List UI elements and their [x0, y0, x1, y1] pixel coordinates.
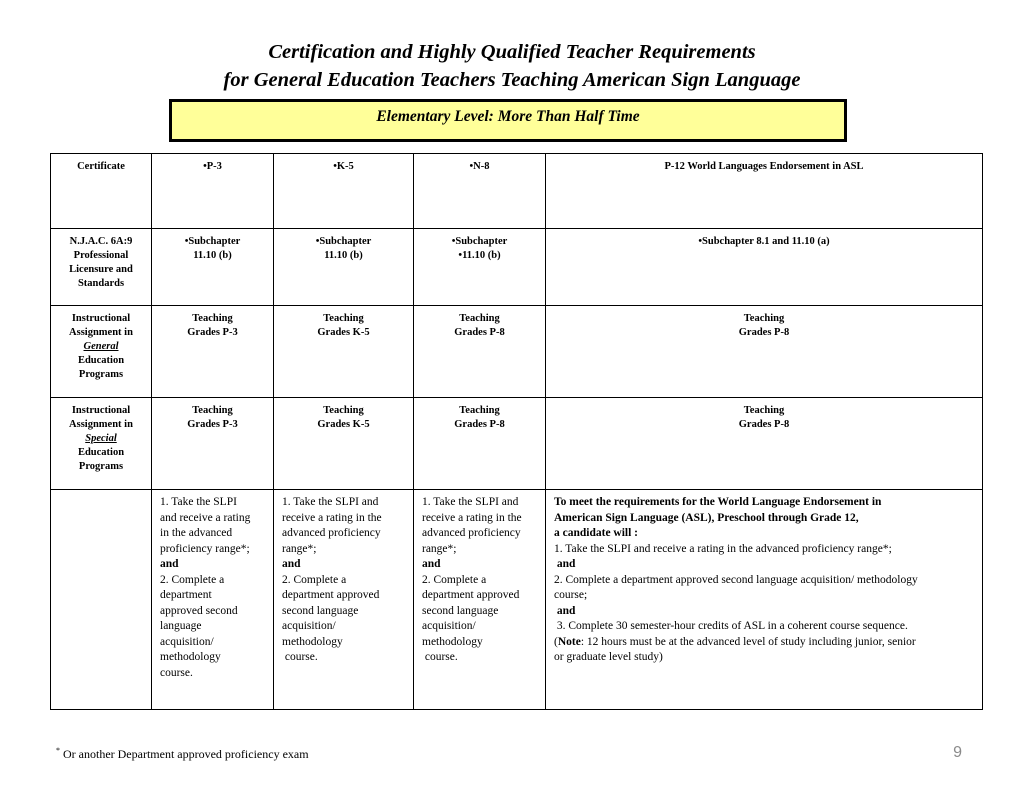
special-p3: Teaching Grades P-3	[152, 398, 274, 490]
footnote-text: Or another Department approved proficiency exam	[60, 747, 309, 761]
special-p12: Teaching Grades P-8	[546, 398, 983, 490]
header-row	[51, 154, 983, 229]
level-banner: Elementary Level: More Than Half Time	[169, 99, 847, 142]
header-certificate: Certificate	[51, 154, 152, 229]
general-k5: Teaching Grades K-5	[274, 306, 414, 398]
general-label: Instructional Assignment in General Education Programs	[51, 306, 152, 398]
njac-k5: •Subchapter 11.10 (b)	[274, 229, 414, 306]
title-line-2: for General Education Teachers Teaching American Sign Language	[223, 69, 801, 91]
header-n8: •N-8	[414, 154, 546, 229]
special-assignment-row	[51, 398, 983, 490]
special-k5: Teaching Grades K-5	[274, 398, 414, 490]
general-assignment-row	[51, 306, 983, 398]
page-title	[0, 38, 1024, 94]
header-p3: •P-3	[152, 154, 274, 229]
footnote	[56, 746, 309, 762]
req-p3: 1. Take the SLPI and receive a rating in the advanced proficiency range*; and 2. Complete a department approved second language acquisition/ methodology course.	[152, 490, 274, 710]
page-number: 9	[953, 744, 962, 761]
njac-p3: •Subchapter 11.10 (b)	[152, 229, 274, 306]
req-p12: To meet the requirements for the World Language Endorsement in American Sign Language (ASL), Preschool through Grade 12, a candidate will : 1. Take the SLPI and receive a rating in the advanced proficiency range*; and 2. Complete a department approved second language acquisition/ methodology course; and 3. Complete 30 semester-hour credits of ASL in a coherent course sequence. (Note: 12 hours must be at the advanced level of study including junior, senior or graduate level study)	[546, 490, 983, 710]
special-label: Instructional Assignment in Special Education Programs	[51, 398, 152, 490]
req-n8: 1. Take the SLPI and receive a rating in the advanced proficiency range*; and 2. Complete a department approved second language acquisition/ methodology course.	[414, 490, 546, 710]
special-n8: Teaching Grades P-8	[414, 398, 546, 490]
footnote-marker: *	[56, 746, 60, 755]
title-line-1: Certification and Highly Qualified Teacher Requirements	[268, 41, 756, 63]
requirements-row	[51, 490, 983, 710]
header-p12-endorsement: P-12 World Languages Endorsement in ASL	[546, 154, 983, 229]
general-p12: Teaching Grades P-8	[546, 306, 983, 398]
requirements-label-empty	[51, 490, 152, 710]
requirements-table	[50, 153, 983, 710]
njac-p12: •Subchapter 8.1 and 11.10 (a)	[546, 229, 983, 306]
header-k5: •K-5	[274, 154, 414, 229]
njac-n8: •Subchapter •11.10 (b)	[414, 229, 546, 306]
njac-row	[51, 229, 983, 306]
general-n8: Teaching Grades P-8	[414, 306, 546, 398]
njac-label: N.J.A.C. 6A:9 Professional Licensure and Standards	[51, 229, 152, 306]
req-k5: 1. Take the SLPI and receive a rating in the advanced proficiency range*; and 2. Complete a department approved second language acquisition/ methodology course.	[274, 490, 414, 710]
general-p3: Teaching Grades P-3	[152, 306, 274, 398]
